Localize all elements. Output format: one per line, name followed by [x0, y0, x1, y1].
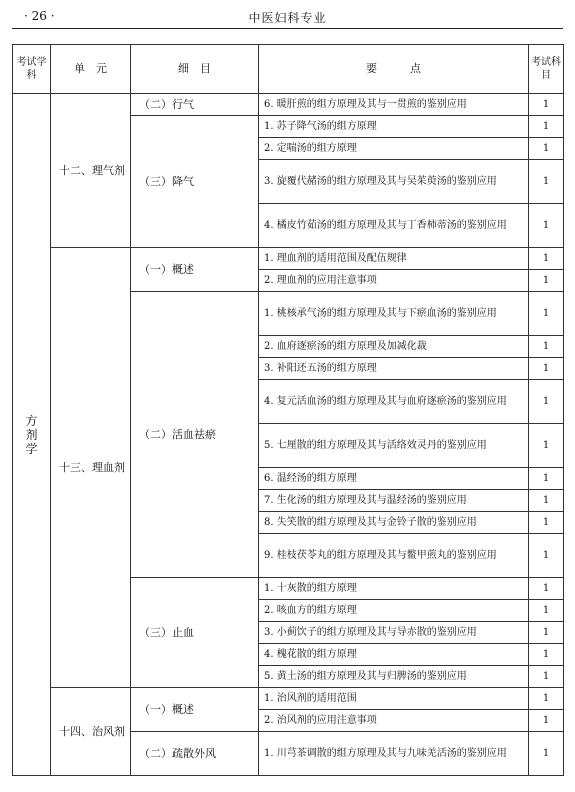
point-cell: 2. 治风剂的应用注意事项	[259, 710, 529, 732]
point-cell: 9. 桂枝茯苓丸的组方原理及其与鳖甲煎丸的鉴别应用	[259, 534, 529, 578]
required-cell: 1	[529, 204, 564, 248]
point-cell: 1. 川芎茶调散的组方原理及其与九味羌活汤的鉴别应用	[259, 732, 529, 776]
page-header	[12, 0, 563, 29]
point-cell: 2. 理血剂的应用注意事项	[259, 270, 529, 292]
required-cell: 1	[529, 622, 564, 644]
required-cell: 1	[529, 578, 564, 600]
subject-cell	[13, 94, 51, 776]
point-cell: 3. 小蓟饮子的组方原理及其与导赤散的鉴别应用	[259, 622, 529, 644]
subject-label: 方剂学	[25, 413, 38, 456]
required-cell: 1	[529, 534, 564, 578]
point-cell: 1. 十灰散的组方原理	[259, 578, 529, 600]
header-points: 要 点	[259, 45, 529, 94]
required-cell: 1	[529, 512, 564, 534]
detail-cell: （二）行气	[131, 94, 259, 116]
point-cell: 6. 暖肝煎的组方原理及其与一贯煎的鉴别应用	[259, 94, 529, 116]
point-cell: 4. 槐花散的组方原理	[259, 644, 529, 666]
header-detail: 细 目	[131, 45, 259, 94]
table-row	[13, 688, 564, 710]
point-cell: 7. 生化汤的组方原理及其与温经汤的鉴别应用	[259, 490, 529, 512]
point-cell: 8. 失笑散的组方原理及其与金铃子散的鉴别应用	[259, 512, 529, 534]
point-cell: 3. 补阳还五汤的组方原理	[259, 358, 529, 380]
detail-cell: （二）疏散外风	[131, 732, 259, 776]
required-cell: 1	[529, 666, 564, 688]
required-cell: 1	[529, 358, 564, 380]
detail-cell: （二）活血祛瘀	[131, 292, 259, 578]
header-unit: 单 元	[51, 45, 131, 94]
running-title: 中医妇科专业	[248, 11, 327, 25]
point-cell: 5. 黄土汤的组方原理及其与归脾汤的鉴别应用	[259, 666, 529, 688]
required-cell: 1	[529, 644, 564, 666]
required-cell: 1	[529, 94, 564, 116]
required-cell: 1	[529, 138, 564, 160]
detail-cell: （一）概述	[131, 688, 259, 732]
required-cell: 1	[529, 292, 564, 336]
point-cell: 2. 定喘汤的组方原理	[259, 138, 529, 160]
point-cell: 4. 橘皮竹茹汤的组方原理及其与丁香柿蒂汤的鉴别应用	[259, 204, 529, 248]
point-cell: 1. 桃核承气汤的组方原理及其与下瘀血汤的鉴别应用	[259, 292, 529, 336]
required-cell: 1	[529, 116, 564, 138]
detail-cell: （一）概述	[131, 248, 259, 292]
detail-cell: （三）降气	[131, 116, 259, 248]
table-row	[13, 248, 564, 270]
required-cell: 1	[529, 424, 564, 468]
header-required: 考试科目	[529, 45, 564, 94]
required-cell: 1	[529, 160, 564, 204]
unit-cell: 十四、治风剂	[51, 688, 131, 776]
point-cell: 1. 理血剂的适用范围及配伍规律	[259, 248, 529, 270]
required-cell: 1	[529, 248, 564, 270]
page-number: · 26 ·	[24, 9, 55, 23]
required-cell: 1	[529, 336, 564, 358]
syllabus-table	[12, 44, 564, 776]
detail-cell: （三）止血	[131, 578, 259, 688]
required-cell: 1	[529, 270, 564, 292]
unit-cell: 十三、理血剂	[51, 248, 131, 688]
required-cell: 1	[529, 468, 564, 490]
required-cell: 1	[529, 710, 564, 732]
required-cell: 1	[529, 600, 564, 622]
unit-cell: 十二、理气剂	[51, 94, 131, 248]
required-cell: 1	[529, 732, 564, 776]
required-cell: 1	[529, 490, 564, 512]
table-body	[13, 94, 564, 776]
point-cell: 3. 旋覆代赭汤的组方原理及其与吴茱萸汤的鉴别应用	[259, 160, 529, 204]
point-cell: 6. 温经汤的组方原理	[259, 468, 529, 490]
point-cell: 5. 七厘散的组方原理及其与活络效灵丹的鉴别应用	[259, 424, 529, 468]
point-cell: 1. 治风剂的适用范围	[259, 688, 529, 710]
table-row	[13, 94, 564, 116]
point-cell: 2. 血府逐瘀汤的组方原理及加减化裁	[259, 336, 529, 358]
required-cell: 1	[529, 380, 564, 424]
point-cell: 2. 咳血方的组方原理	[259, 600, 529, 622]
required-cell: 1	[529, 688, 564, 710]
table-header-row	[13, 45, 564, 94]
header-subject: 考试学科	[13, 45, 51, 94]
point-cell: 1. 苏子降气汤的组方原理	[259, 116, 529, 138]
point-cell: 4. 复元活血汤的组方原理及其与血府逐瘀汤的鉴别应用	[259, 380, 529, 424]
